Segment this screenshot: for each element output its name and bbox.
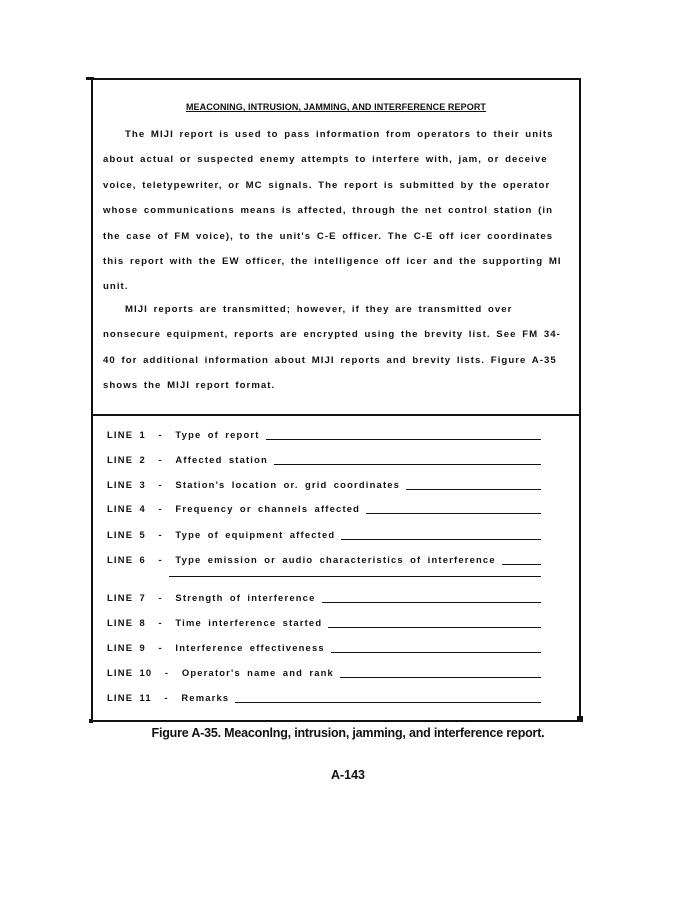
line-number: LINE 4 <box>107 503 146 514</box>
form-line-8: LINE 8 - Time interference started <box>107 617 541 628</box>
line-number: LINE 11 <box>107 692 152 703</box>
fill-blank[interactable] <box>366 504 541 514</box>
form-line-7: LINE 7 - Strength of interference <box>107 592 541 603</box>
form-line-5: LINE 5 - Type of equipment affected <box>107 529 541 540</box>
line-number: LINE 1 <box>107 429 146 440</box>
scan-mark-bottom-right <box>577 716 583 722</box>
fill-blank[interactable] <box>340 668 541 678</box>
line-label: Remarks <box>181 692 230 703</box>
line-number: LINE 8 <box>107 617 146 628</box>
fill-blank[interactable] <box>274 455 541 465</box>
line-label: Type emission or audio characteristics of interference <box>175 554 496 565</box>
fill-blank[interactable] <box>322 593 542 603</box>
fill-blank[interactable] <box>502 555 541 565</box>
line-number: LINE 10 <box>107 667 153 678</box>
form-line-2: LINE 2 - Affected station <box>107 454 541 465</box>
line-number: LINE 3 <box>107 479 146 490</box>
line-number: LINE 5 <box>107 529 146 540</box>
fill-blank[interactable] <box>331 643 541 653</box>
line-label: Operator's name and rank <box>181 667 334 678</box>
form-line-11: LINE 11 - Remarks <box>107 692 541 703</box>
line-label: Affected station <box>175 454 268 465</box>
report-frame <box>91 78 581 722</box>
line-label: Strength of interference <box>175 592 316 603</box>
fill-blank[interactable] <box>341 530 541 540</box>
line-number: LINE 7 <box>107 592 146 603</box>
line-label: Station's location or. grid coordinates <box>175 479 401 490</box>
report-title: MEACONING, INTRUSION, JAMMING, AND INTERFERENCE REPORT <box>185 102 487 112</box>
fill-blank[interactable] <box>328 618 541 628</box>
line-number: LINE 9 <box>107 642 146 653</box>
line-number: LINE 6 <box>107 554 146 565</box>
form-line-6: LINE 6 - Type emission or audio characteristics of interference <box>107 554 541 565</box>
line-label: Type of report <box>175 429 260 440</box>
page-number: A-143 <box>330 768 366 782</box>
fill-blank[interactable] <box>235 693 541 703</box>
line-label: Type of equipment affected <box>175 529 336 540</box>
scan-mark-top-left <box>86 77 94 80</box>
scan-mark-bottom-left <box>89 719 93 723</box>
line-label: Frequency or channels affected <box>175 503 361 514</box>
line-number: LINE 2 <box>107 454 146 465</box>
form-line-10: LINE 10 - Operator's name and rank <box>107 667 541 678</box>
fill-blank-continuation[interactable] <box>169 566 541 577</box>
fill-blank[interactable] <box>406 480 541 490</box>
fill-blank[interactable] <box>266 430 541 440</box>
report-paragraph-2: MIJI reports are transmitted; however, if they are transmitted over nonsecure equipment, reports are encrypted using the brevity list. See FM 34-40 for additional information about MIJI reports and brevity lists. Figure A-35 shows the MIJI report format. <box>103 304 561 392</box>
form-line-3: LINE 3 - Station's location or. grid coordinates <box>107 479 541 490</box>
report-paragraph-1: The MIJI report is used to pass information from operators to their units about actual or suspected enemy attempts to interfere with, jam, or deceive voice, teletypewriter, or MC signals. The report is submitted by the operator whose communications means is affected, through the net control station (in the case of FM voice), to the unit's C-E officer. The C-E off icer coordinates this report with the EW officer, the intelligence off icer and the supporting MI unit. <box>103 129 562 293</box>
form-line-9: LINE 9 - Interference effectiveness <box>107 642 541 653</box>
line-label: Time interference started <box>175 617 323 628</box>
form-line-4: LINE 4 - Frequency or channels affected <box>107 503 541 514</box>
figure-caption: Figure A-35. Meaconlng, intrusion, jamming, and interference report. <box>151 726 545 740</box>
section-divider <box>93 414 579 416</box>
form-line-1: LINE 1 - Type of report <box>107 429 541 440</box>
line-label: Interference effectiveness <box>175 642 325 653</box>
